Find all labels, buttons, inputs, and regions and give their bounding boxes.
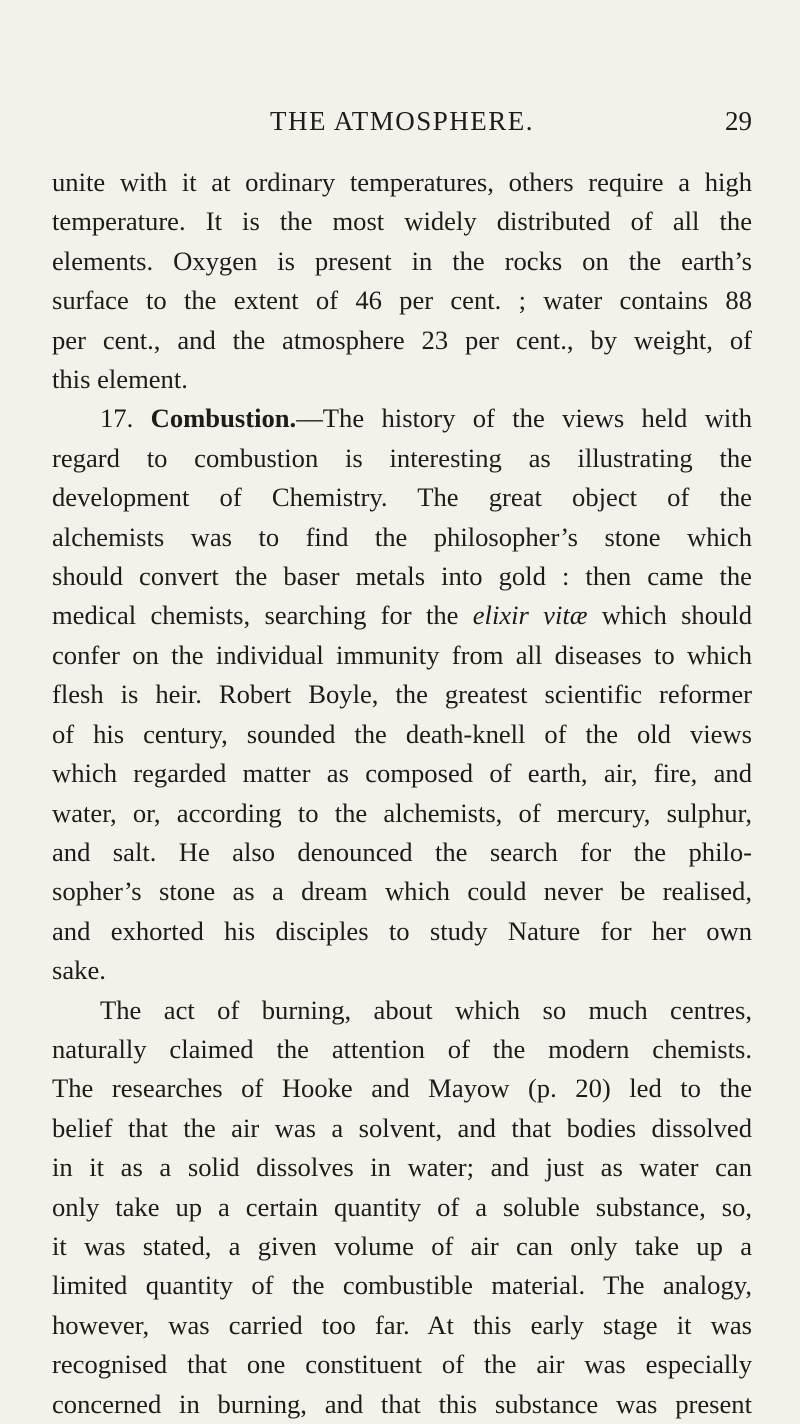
text-line: flesh is heir. Robert Boyle, the greatest scientific reformer xyxy=(52,679,752,710)
text-line: only take up a certain quantity of a soluble substance, so, xyxy=(52,1191,752,1222)
text-line: however, was carried too far. At this early stage it was xyxy=(52,1309,752,1340)
section-heading-line xyxy=(52,399,752,438)
text-line: per cent., and the atmosphere 23 per cent., by weight, of xyxy=(52,324,752,355)
text-line: regard to combustion is interesting as illustrating the xyxy=(52,442,752,473)
text-run: which should xyxy=(601,600,752,631)
text-line: confer on the individual immunity from all diseases to which xyxy=(52,639,752,670)
text-line: in it as a solid dissolves in water; and just as water can xyxy=(52,1152,752,1183)
body-text xyxy=(52,163,752,1424)
text-line: The act of burning, about which so much centres, xyxy=(100,994,752,1025)
text-run: —The history of the views held with xyxy=(296,403,752,434)
text-line: limited quantity of the combustible material. The analogy, xyxy=(52,1270,752,1301)
text-line: and exhorted his disciples to study Nature for her own xyxy=(52,915,752,946)
italic-term: elixir vitæ xyxy=(472,600,588,631)
text-line: belief that the air was a solvent, and that bodies dissolved xyxy=(52,1112,752,1143)
text-line: sopher’s stone as a dream which could never be realised, xyxy=(52,876,752,907)
text-line-with-italic xyxy=(52,596,752,635)
text-run: medical chemists, searching for the xyxy=(52,600,459,631)
text-line: sake. xyxy=(52,955,106,986)
text-line: recognised that one constituent of the air was especially xyxy=(52,1349,752,1380)
text-line: water, or, according to the alchemists, of mercury, sulphur, xyxy=(52,797,752,828)
text-line: this element. xyxy=(52,364,188,395)
running-head xyxy=(52,100,752,140)
section-number: 17. xyxy=(100,403,134,434)
running-title: THE ATMOSPHERE. xyxy=(269,106,535,136)
text-line: concerned in burning, and that this substance was present xyxy=(52,1388,752,1419)
text-line: which regarded matter as composed of earth, air, fire, and xyxy=(52,758,752,789)
text-line: The researches of Hooke and Mayow (p. 20) led to the xyxy=(52,1073,752,1104)
text-line: temperature. It is the most widely distributed of all the xyxy=(52,206,752,237)
text-line: unite with it at ordinary temperatures, others require a high xyxy=(52,167,752,197)
text-line: naturally claimed the attention of the modern chemists. xyxy=(52,1033,752,1064)
text-line: development of Chemistry. The great object of the xyxy=(52,482,752,513)
text-line: elements. Oxygen is present in the rocks on the earth’s xyxy=(52,245,752,276)
text-line: and salt. He also denounced the search for the philo- xyxy=(52,836,752,867)
text-line: of his century, sounded the death-knell of the old views xyxy=(52,718,752,749)
text-line: it was stated, a given volume of air can only take up a xyxy=(52,1230,752,1261)
text-line: surface to the extent of 46 per cent. ; water contains 88 xyxy=(52,285,752,316)
book-page xyxy=(52,100,752,1424)
section-title: Combustion. xyxy=(150,403,297,434)
text-line: should convert the baser metals into gold : then came the xyxy=(52,561,752,592)
text-line: alchemists was to find the philosopher’s stone which xyxy=(52,521,752,552)
page-number: 29 xyxy=(725,106,752,136)
